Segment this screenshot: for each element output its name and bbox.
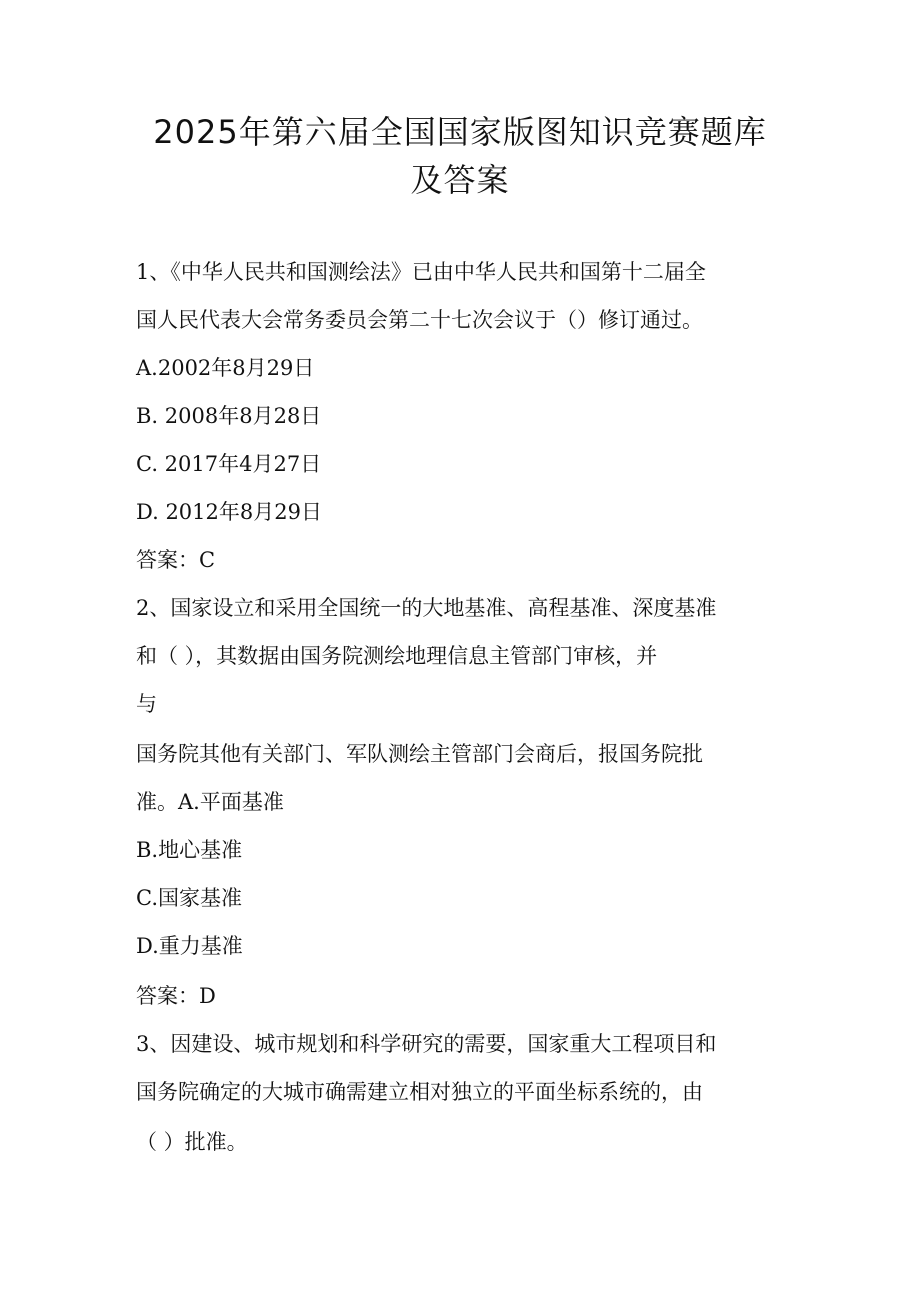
q3-stem-line-2: 国务院确定的大城市确需建立相对独立的平面坐标系统的，由 — [136, 1080, 703, 1104]
q1-option-c: C. 2017年4月27日 — [136, 452, 322, 476]
q2-answer: 答案：D — [136, 984, 216, 1008]
document-title-line-2: 及答案 — [410, 161, 510, 199]
q3-stem-line-3: （ ）批准。 — [136, 1130, 248, 1154]
q1-option-b: B. 2008年8月28日 — [136, 404, 322, 428]
q2-stem-line-3: 与 — [136, 692, 157, 716]
q2-stem-line-1: 2、国家设立和采用全国统一的大地基准、高程基准、深度基准 — [136, 596, 717, 620]
q2-stem-line-5-option-a: 准。A.平面基准 — [136, 790, 284, 814]
q1-stem-line-1: 1、《中华人民共和国测绘法》已由中华人民共和国第十二届全 — [136, 260, 706, 284]
q2-option-b: B.地心基准 — [136, 838, 243, 862]
q2-stem-line-2: 和（ ），其数据由国务院测绘地理信息主管部门审核，并 — [136, 644, 658, 668]
q2-option-c: C.国家基准 — [136, 886, 242, 910]
document-title-line-1: 2025年第六届全国国家版图知识竞赛题库 — [153, 113, 767, 151]
q1-stem-line-2: 国人民代表大会常务委员会第二十七次会议于（）修订通过。 — [136, 308, 703, 332]
q3-stem-line-1: 3、因建设、城市规划和科学研究的需要，国家重大工程项目和 — [136, 1032, 717, 1056]
q1-option-d: D. 2012年8月29日 — [136, 500, 322, 524]
q2-stem-line-4: 国务院其他有关部门、军队测绘主管部门会商后，报国务院批 — [136, 742, 703, 766]
q1-option-a: A.2002年8月29日 — [136, 356, 315, 380]
q2-option-d: D.重力基准 — [136, 934, 243, 958]
q1-answer: 答案：C — [136, 548, 216, 572]
